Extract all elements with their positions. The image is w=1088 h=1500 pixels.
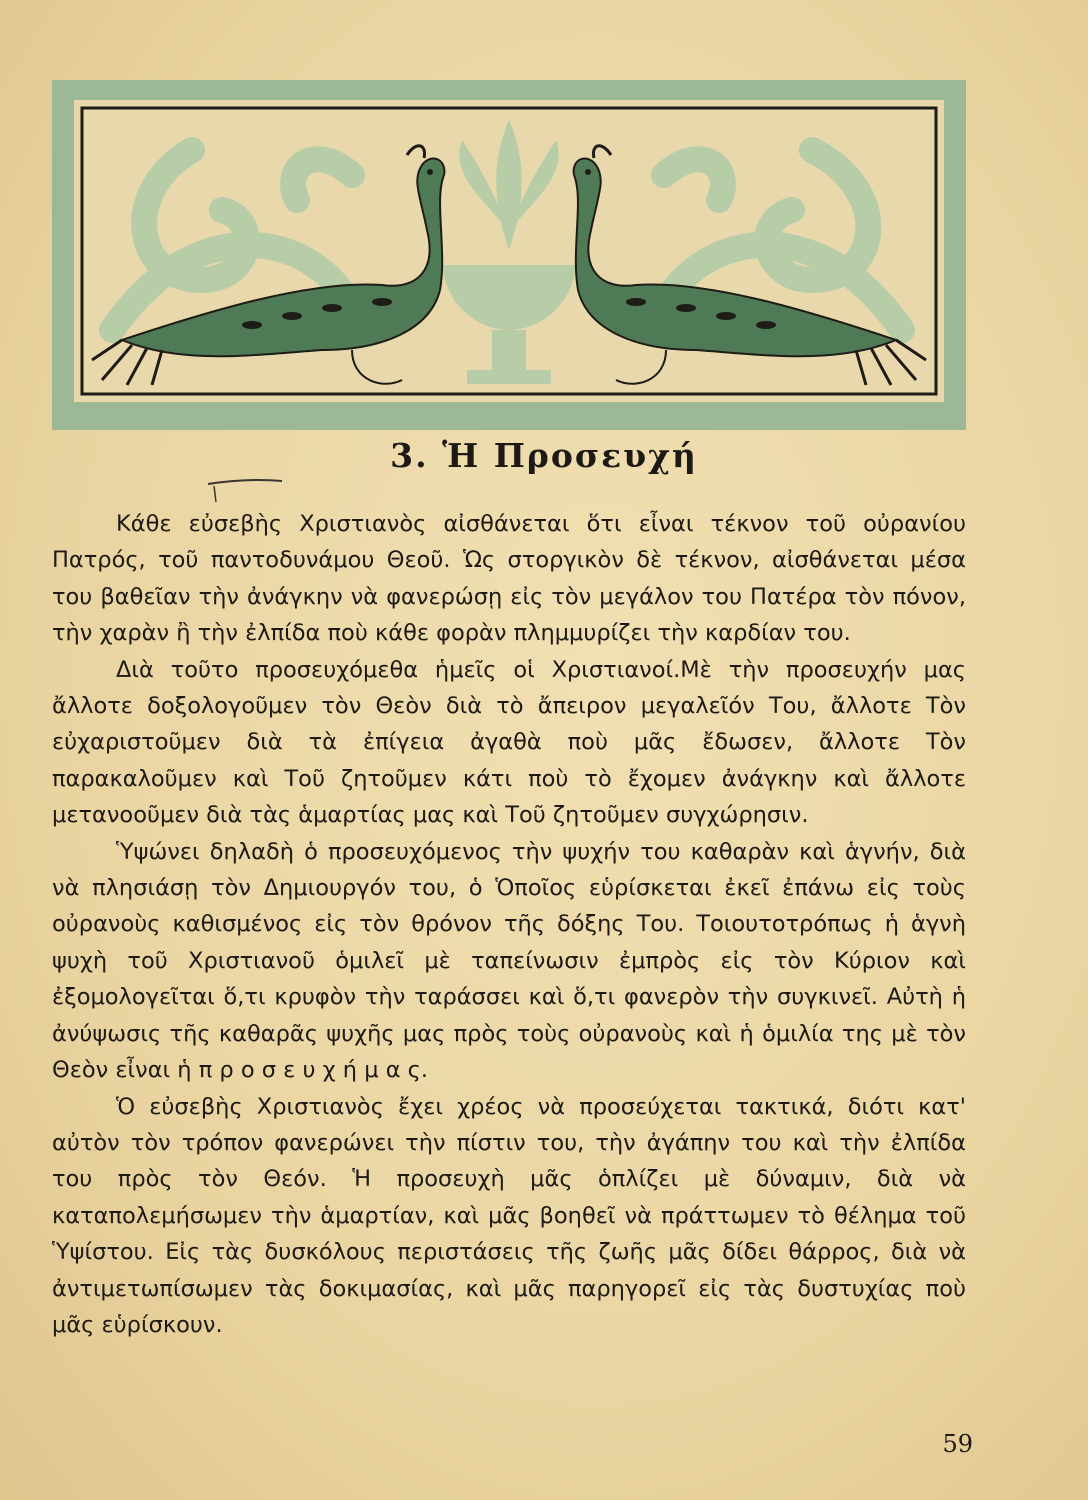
- pen-mark-icon: [204, 476, 284, 504]
- peacocks-and-vase-icon: [52, 80, 966, 430]
- paragraph: Ὁ εὐσεβὴς Χριστιανὸς ἔχει χρέος νὰ προσεύχεται τακτικά, διότι κατ' αὐτὸν τὸν τρόπον φανερώνει τὴν πίστιν του, τὴν ἀγάπην του καὶ τὴν ἐλπίδα του πρὸς τὸν Θεόν. Ἡ προσευχὴ μᾶς ὁπλίζει μὲ δύναμιν, διὰ νὰ καταπολεμήσωμεν τὴν ἁμαρτίαν, καὶ μᾶς βοηθεῖ νὰ πράττωμεν τὸ θέλημα τοῦ Ὑψίστου. Εἰς τὰς δυσκόλους περιστάσεις τῆς ζωῆς μᾶς δίδει θάρρος, διὰ νὰ ἀντιμετωπίσωμεν τὰς δοκιμασίας, καὶ μᾶς παρηγορεῖ εἰς τὰς δυστυχίας ποὺ μᾶς εὑρίσκουν.: [52, 1093, 966, 1338]
- page-number: 59: [942, 1430, 973, 1458]
- paragraph: Διὰ τοῦτο προσευχόμεθα ἡμεῖς οἱ Χριστιανοί.Μὲ τὴν προσευχήν μας ἄλλοτε δοξολογοῦμεν τὸν Θεὸν διὰ τὸ ἄπειρον μεγαλεῖόν Του, ἄλλοτε Τὸν εὐχαριστοῦμεν διὰ τὰ ἐπίγεια ἀγαθὰ ποὺ μᾶς ἔδωσεν, ἄλλοτε Τὸν παρακαλοῦμεν καὶ Τοῦ ζητοῦμεν κάτι ποὺ τὸ ἔχομεν ἀνάγκην καὶ ἄλλοτε μετανοοῦμεν διὰ τὰς ἁμαρτίας μας καὶ Τοῦ ζητοῦμεν συγχώρησιν.: [52, 656, 966, 829]
- paragraph: Κάθε εὐσεβὴς Χριστιανὸς αἰσθάνεται ὅτι εἶναι τέκνον τοῦ οὐρανίου Πατρός, τοῦ παντοδυνάμου Θεοῦ. Ὡς στοργικὸν δὲ τέκνον, αἰσθάνεται μέσα του βαθεῖαν τὴν ἀνάγκην νὰ φανερώσῃ εἰς τὸν μεγάλον του Πατέρα τὸν πόνον, τὴν χαρὰν ἢ τὴν ἐλπίδα ποὺ κάθε φορὰν πλημμυρίζει τὴν καρδίαν του.: [52, 511, 966, 647]
- chapter-title: 3. Ἡ Προσευχή: [390, 436, 698, 475]
- paragraph: Ὑψώνει δηλαδὴ ὁ προσευχόμενος τὴν ψυχήν του καθαρὰν καὶ ἁγνήν, διὰ νὰ πλησιάσῃ τὸν Δημιουργόν του, ὁ Ὁποῖος εὑρίσκεται ἐκεῖ ἐπάνω εἰς τοὺς οὐρανοὺς καθισμένος εἰς τὸν θρόνον τῆς δόξης Του. Τοιουτοτρόπως ἡ ἁγνὴ ψυχὴ τοῦ Χριστιανοῦ ὁμιλεῖ μὲ ταπείνωσιν ἐμπρὸς εἰς τὸν Κύριον καὶ ἐξομολογεῖται ὅ,τι κρυφὸν τὴν ταράσσει καὶ ὅ,τι φανερὸν τὴν συγκινεῖ. Αὐτὴ ἡ ἀνύψωσις τῆς καθαρᾶς ψυχῆς μας πρὸς τοὺς οὐρανοὺς καὶ ἡ ὁμιλία της μὲ τὸν Θεὸν εἶναι ἡ π ρ ο σ ε υ χ ή μ α ς.: [52, 838, 966, 1084]
- body-text: [52, 506, 966, 1343]
